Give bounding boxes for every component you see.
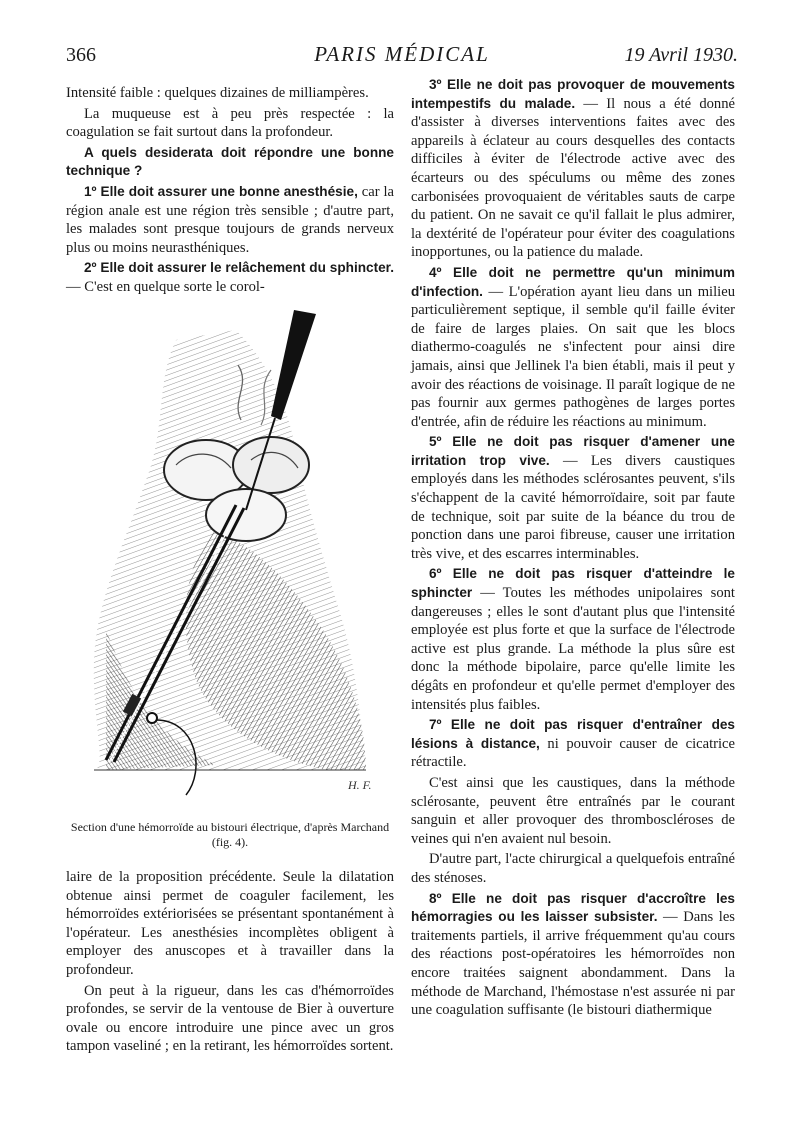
paragraph — [66, 868, 394, 980]
paragraph — [66, 259, 394, 296]
paragraph-text: ni pouvoir causer de cicatrice rétractile. — [411, 735, 735, 771]
paragraph — [411, 433, 735, 563]
paragraph-text: — C'est en quelque sorte le corol- — [66, 278, 265, 295]
paragraph — [411, 264, 735, 431]
paragraph-text: C'est ainsi que les caustiques, dans la méthode sclérosante, peuvent être entraînés par le courant sanguin et aller provoquer des thromboscléroses de veines qui n'en avaient nul besoin. — [411, 774, 735, 847]
hemorrhoid-surgery-engraving — [66, 300, 394, 800]
paragraph — [411, 565, 735, 714]
paragraph-heading: 8º Elle ne doit pas risquer d'accroître les hémorragies ou les laisser subsister. — [411, 890, 735, 925]
paragraph-heading: 3º Elle ne doit pas provoquer de mouvements intempestifs du malade. — [411, 77, 735, 111]
page-header — [66, 40, 738, 72]
journal-title: PARIS MÉDICAL — [314, 42, 490, 66]
paragraph-text: — Dans les traitements partiels, il arrive fréquemment qu'au cours des réactions post-opératoires les hémorroïdes non encore traitées saignent abondamment. Dans la méthode de Marchand, l'hémostase n'est assurée ni par une coagulation suffisante (le bistouri diathermique — [411, 909, 735, 1019]
paragraph — [66, 84, 394, 103]
figure-caption: Section d'une hémorroïde au bistouri électrique, d'après Marchand (fig. 4). — [70, 820, 390, 849]
paragraph-heading: 4º Elle doit ne permettre qu'un minimum d'infection. — [411, 264, 735, 299]
engraver-signature: H. F. — [348, 778, 372, 792]
right-column — [411, 76, 735, 1022]
paragraph-heading: A quels desiderata doit répondre une bonne technique ? — [66, 144, 394, 179]
paragraph-text: — L'opération ayant lieu dans un milieu particulièrement septique, il semble qu'il faille éviter de faire de larges plaies. On sait que les blocs diathermo-coagulés ne s'infectent pour ainsi dire jamais, ainsi que Jellinek l'a bien établi, mais il peut y avoir des réactions de voisinage. Il paraît logique de ne pas fournir aux germes pathogènes de larges portes d'entrée, afin de réduire les réactions au minimum. — [411, 283, 735, 430]
page-number: 366 — [66, 44, 96, 66]
paragraph — [66, 144, 394, 181]
paragraph-text: D'autre part, l'acte chirurgical a quelquefois entraîné des sténoses. — [411, 851, 735, 886]
issue-date: 19 Avril 1930. — [624, 44, 738, 66]
paragraph-heading: 5º Elle ne doit pas risquer d'amener une irritation trop vive. — [411, 434, 735, 468]
paragraph-text: — Toutes les méthodes unipolaires sont dangereuses ; elles le sont d'autant plus que l'intensité employée est plus forte et que la surface de l'électrode active est plus grande. La méthode la plus sûre est donc la méthode bipolaire, parce qu'elle limite les dégâts en profondeur et qu'elle permet d'employer des intensités plus faibles. — [411, 585, 735, 713]
paragraph-text: — Les divers caustiques employés dans les méthodes sclérosantes peuvent, s'ils s'échappent de la cavité hémorroïdaire, soit par faute de technique, soit par suite de la béance du trou de ponction dans une paroi fibreuse, causer une irritation très vive, et des escarres interminables. — [411, 452, 735, 562]
paragraph-text: Intensité faible : quelques dizaines de milliampères. — [66, 85, 369, 101]
paragraph — [411, 850, 735, 887]
paragraph-text: car la région anale est une région très sensible ; d'autre part, les malades sont presque toujours de grands nerveux plus ou moins neurasthéniques. — [66, 183, 394, 256]
paragraph-heading: 1º Elle doit assurer une bonne anesthésie, — [84, 183, 358, 199]
paragraph-text: — Il nous a été donné d'assister à diverses interventions faites avec des appareils à éclateur au cours desquelles des contacts difficiles à éviter de l'électrode active avec des écarteurs ou des spéculums ou même des zones carbonisées provoquaient de véritables sauts de carpe du patient. On ne savait ce qu'il fallait le plus admirer, la dextérité de l'opérateur pour éviter des coagulations inopportunes, ou la patience du malade. — [411, 95, 735, 261]
paragraph-heading: 7º Elle ne doit pas risquer d'entraîner des lésions à distance, — [411, 717, 735, 751]
paragraph — [411, 716, 735, 772]
paragraph-heading: 2º Elle doit assurer le relâchement du sphincter. — [84, 260, 394, 276]
figure-illustration — [66, 300, 394, 820]
left-column-bottom — [66, 868, 394, 1058]
paragraph — [66, 982, 394, 1056]
paragraph-heading: 6º Elle ne doit pas risquer d'atteindre le sphincter — [411, 566, 735, 601]
paragraph — [66, 105, 394, 142]
paragraph — [66, 183, 394, 257]
paragraph-text: La muqueuse est à peu près respectée : la coagulation se fait surtout dans la profondeur. — [66, 105, 394, 141]
paragraph — [411, 774, 735, 848]
paragraph-text: laire de la proposition précédente. Seule la dilatation obtenue ainsi permet de coaguler facilement, les hémorroïdes extériorisées se présentant spontanément à l'opérateur. Les anesthésies incomplètes obligent à employer des anuscopes et à travailler dans la profondeur. — [66, 869, 394, 978]
left-column-top — [66, 84, 394, 299]
paragraph — [411, 890, 735, 1020]
paragraph — [411, 76, 735, 262]
paragraph-text: On peut à la rigueur, dans les cas d'hémorroïdes profondes, se servir de la ventouse de Bier à ouverture ovale ou encore introduire une pince avec un gros tampon vaseliné ; en la retirant, les hémorroïdes sortent. — [66, 982, 394, 1055]
